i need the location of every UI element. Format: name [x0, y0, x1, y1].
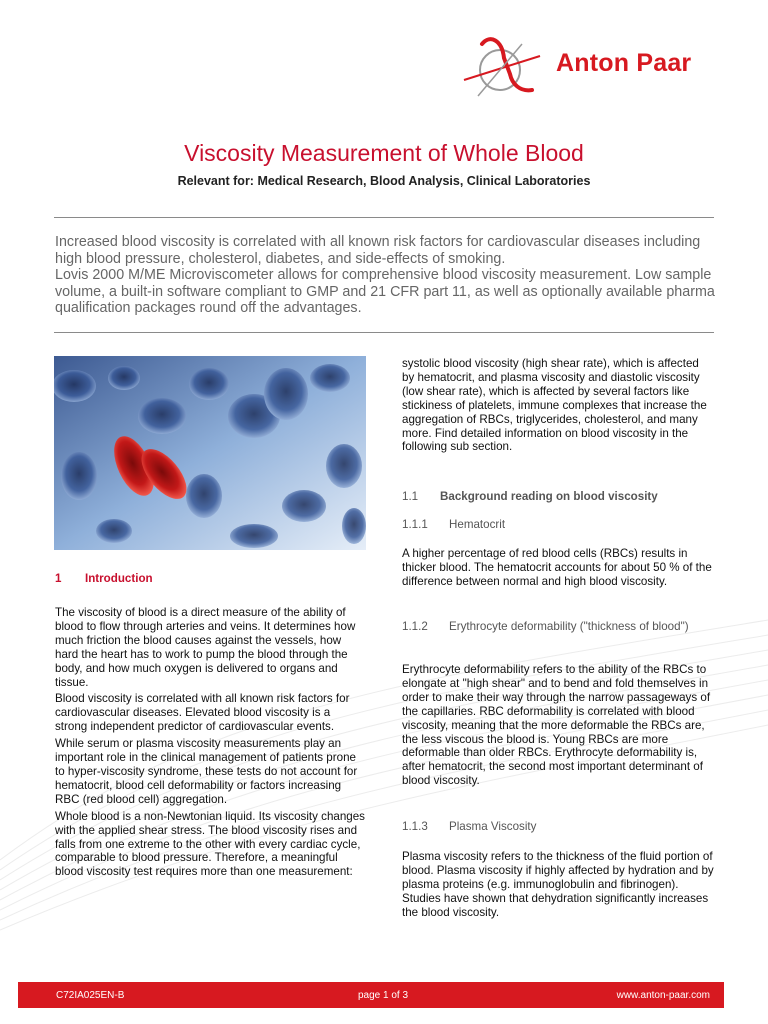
abstract	[55, 234, 715, 317]
section-title: Introduction	[85, 572, 153, 585]
footer-page-number: page 1 of 3	[357, 990, 409, 1001]
blood-cells-image	[54, 356, 366, 550]
footer-document-id: C72IA025EN-B	[56, 990, 125, 1001]
subsubsection-number: 1.1.3	[402, 820, 428, 833]
logo-wordmark: Anton Paar	[556, 49, 692, 77]
subsection-title: Background reading on blood viscosity	[440, 490, 658, 503]
section-heading-introduction	[55, 572, 153, 585]
subsubsection-heading-deformability	[402, 620, 714, 648]
subsubsection-heading-hematocrit	[402, 518, 714, 532]
page-footer	[18, 982, 724, 1008]
subsubsection-number: 1.1.1	[402, 518, 428, 531]
subsection-heading-background	[402, 490, 658, 503]
divider-bottom	[54, 332, 714, 333]
plasma-text: Plasma viscosity refers to the thickness of the fluid portion of blood. Plasma viscosity if highly affected by hydration and by plasma proteins (e.g. immunoglobulin and fibrinogen). Studies have shown that dehydration significantly increases the blood viscosity.	[402, 850, 714, 919]
paragraph: Blood viscosity is correlated with all known risk factors for cardiovascular diseases. Elevated blood viscosity is a strong independent predictor of cardiovascular events.	[55, 692, 350, 734]
hematocrit-text: A higher percentage of red blood cells (RBCs) results in thicker blood. The hematocrit accounts for about 50 % of the difference between normal and high blood viscosity.	[402, 547, 712, 588]
subsubsection-heading-plasma	[402, 820, 714, 834]
introduction-body	[55, 606, 365, 879]
abstract-paragraph: Lovis 2000 M/ME Microviscometer allows for comprehensive blood viscosity measurement. Low sample volume, a built-in software compliant to GMP and 21 CFR part 11, as well as optionally available pharma qualification packages round off the advantages.	[55, 267, 715, 316]
paragraph: While serum or plasma viscosity measurements play an important role in the clinical management of patients prone to hyper-viscosity syndrome, these tests do not account for hematocrit, blood cell deformability or factors increasing RBC (red blood cell) aggregation.	[55, 737, 358, 806]
divider-top	[54, 217, 714, 218]
subsection-number: 1.1	[402, 490, 419, 503]
subsubsection-title: Erythrocyte deformability ("thickness of blood")	[449, 620, 689, 633]
continuation-paragraph: systolic blood viscosity (high shear rate), which is affected by hematocrit, and plasma viscosity and diastolic viscosity (low shear rate), which is affected by several factors like stickiness of platelets, immune complexes that increase the aggregation of RBCs, triglycerides, cholesterol, and many more. Find detailed information on blood viscosity in the following sub section.	[402, 357, 707, 454]
subsubsection-title: Plasma Viscosity	[449, 820, 537, 833]
paragraph: Whole blood is a non-Newtonian liquid. Its viscosity changes with the applied shear stress. The blood viscosity rises and falls from one extreme to the other with every cardiac cycle, comparable to blood pressure. Therefore, a meaningful blood viscosity test requires more than one measurement:	[55, 809, 365, 879]
page-title: Viscosity Measurement of Whole Blood	[184, 140, 584, 166]
subsubsection-number: 1.1.2	[402, 620, 428, 633]
footer-website-link[interactable]: www.anton-paar.com	[616, 990, 710, 1001]
anton-paar-logo	[460, 30, 720, 104]
abstract-paragraph: Increased blood viscosity is correlated with all known risk factors for cardiovascular diseases including high blood pressure, cholesterol, diabetes, and side-effects of smoking.	[55, 234, 701, 267]
page-subtitle: Relevant for: Medical Research, Blood Analysis, Clinical Laboratories	[177, 174, 591, 188]
logo-emblem-icon	[460, 30, 552, 104]
paragraph: The viscosity of blood is a direct measure of the ability of blood to flow through arteries and veins. It determines how much friction the blood causes against the vessels, how hard the heart has to work to pump the blood through the body, and how much oxygen is delivered to organs and tissue.	[55, 606, 356, 689]
section-number: 1	[55, 572, 62, 585]
deformability-text: Erythrocyte deformability refers to the ability of the RBCs to elongate at "high shear" and to bend and fold themselves in order to make their way through the narrow passageways of the capillaries. RBC deformability is correlated with blood viscosity, meaning that the more deformable the RBCs are, the less viscous the blood is. Young RBCs are more deformable than older RBCs. Erythrocyte deformability is, after hematocrit, the second most important determinant of blood viscosity.	[402, 663, 711, 788]
subsubsection-title: Hematocrit	[449, 518, 506, 531]
